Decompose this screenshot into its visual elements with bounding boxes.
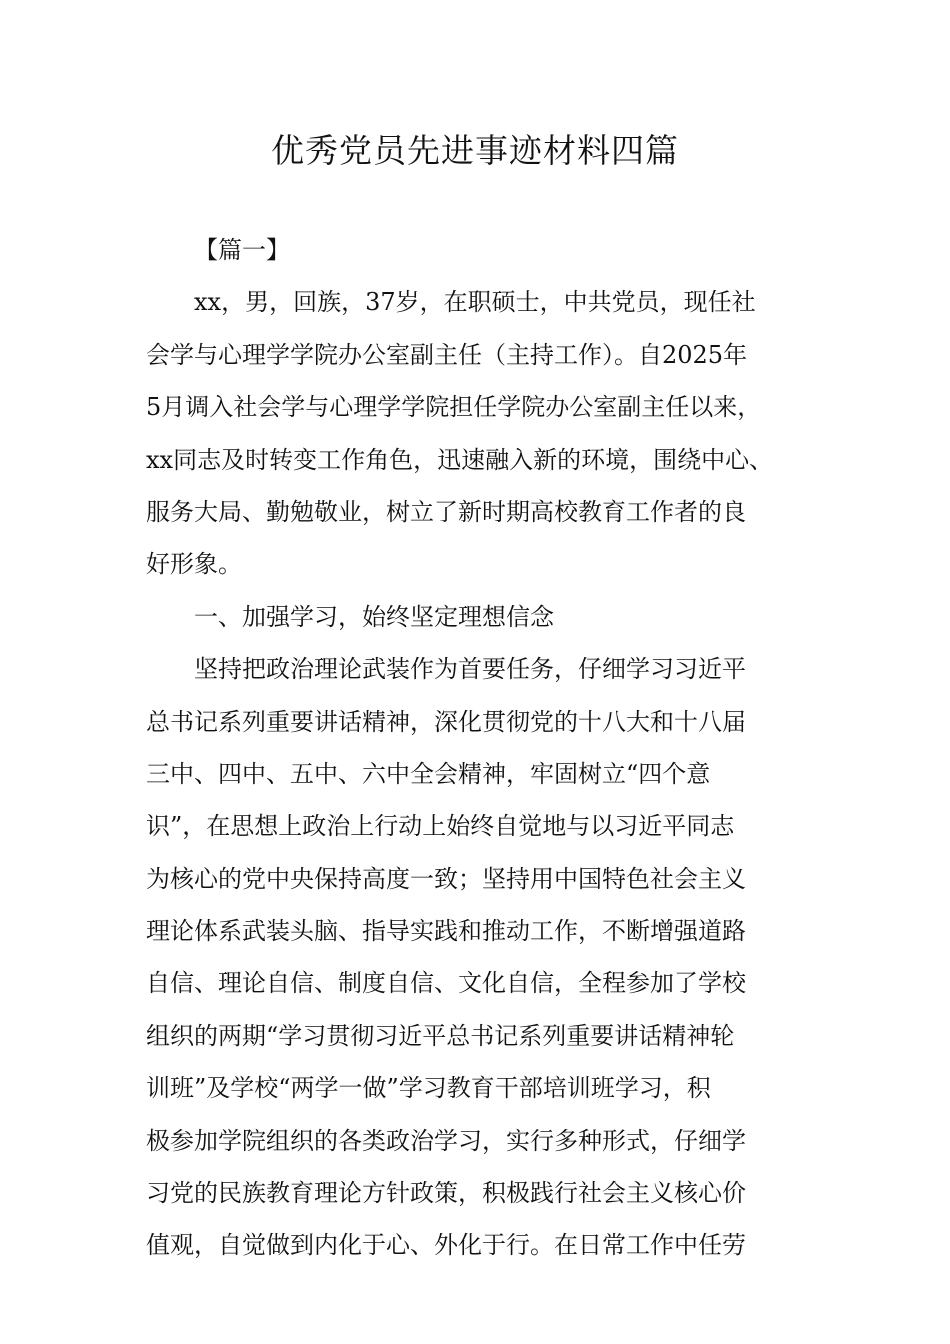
document-title: 优秀党员先进事迹材料四篇 (271, 131, 679, 170)
paragraph-line: 训班”及学校“两学一做”学习教育干部培训班学习，积 (146, 1074, 711, 1103)
paragraph-line: 极参加学院组织的各类政治学习，实行多种形式，仔细学 (146, 1126, 746, 1155)
paragraph-line: 总书记系列重要讲话精神，深化贯彻党的十八大和十八届 (146, 707, 746, 736)
paragraph-line: 为核心的党中央保持高度一致；坚持用中国特色社会主义 (146, 864, 746, 893)
paragraph-line: 三中、四中、五中、六中全会精神，牢固树立“四个意 (146, 759, 711, 788)
paragraph-line: 习党的民族教育理论方针政策，积极践行社会主义核心价 (146, 1179, 746, 1208)
paragraph-line: 好形象。 (146, 550, 242, 579)
paragraph-line: 识”，在思想上政治上行动上始终自觉地与以习近平同志 (146, 812, 735, 841)
paragraph-line: 理论体系武装头脑、指导实践和推动工作，不断增强道路 (146, 917, 746, 946)
paragraph-line: 服务大局、勤勉敬业，树立了新时期高校教育工作者的良 (146, 497, 746, 526)
paragraph-line: 值观，自觉做到内化于心、外化于行。在日常工作中任劳 (146, 1231, 746, 1260)
paragraph-line: 组织的两期“学习贯彻习近平总书记系列重要讲话精神轮 (146, 1021, 735, 1050)
section-heading: 【篇一】 (194, 236, 290, 264)
subsection-heading: 一、加强学习，始终坚定理想信念 (194, 602, 554, 631)
paragraph-line: 坚持把政治理论武装作为首要任务，仔细学习习近平 (194, 655, 746, 684)
document-body (146, 224, 810, 1272)
paragraph-line: 自信、理论自信、制度自信、文化自信，全程参加了学校 (146, 969, 746, 998)
paragraph-line: xx，男，回族，37岁，在职硕士，中共党员，现任社 (194, 288, 756, 317)
paragraph-line: 5月调入社会学与心理学学院担任学院办公室副主任以来， (146, 393, 762, 422)
paragraph-line: xx同志及时转变工作角色，迅速融入新的环境，围绕中心、 (146, 445, 774, 474)
paragraph-line: 会学与心理学学院办公室副主任（主持工作）。自2025年 (146, 340, 748, 369)
